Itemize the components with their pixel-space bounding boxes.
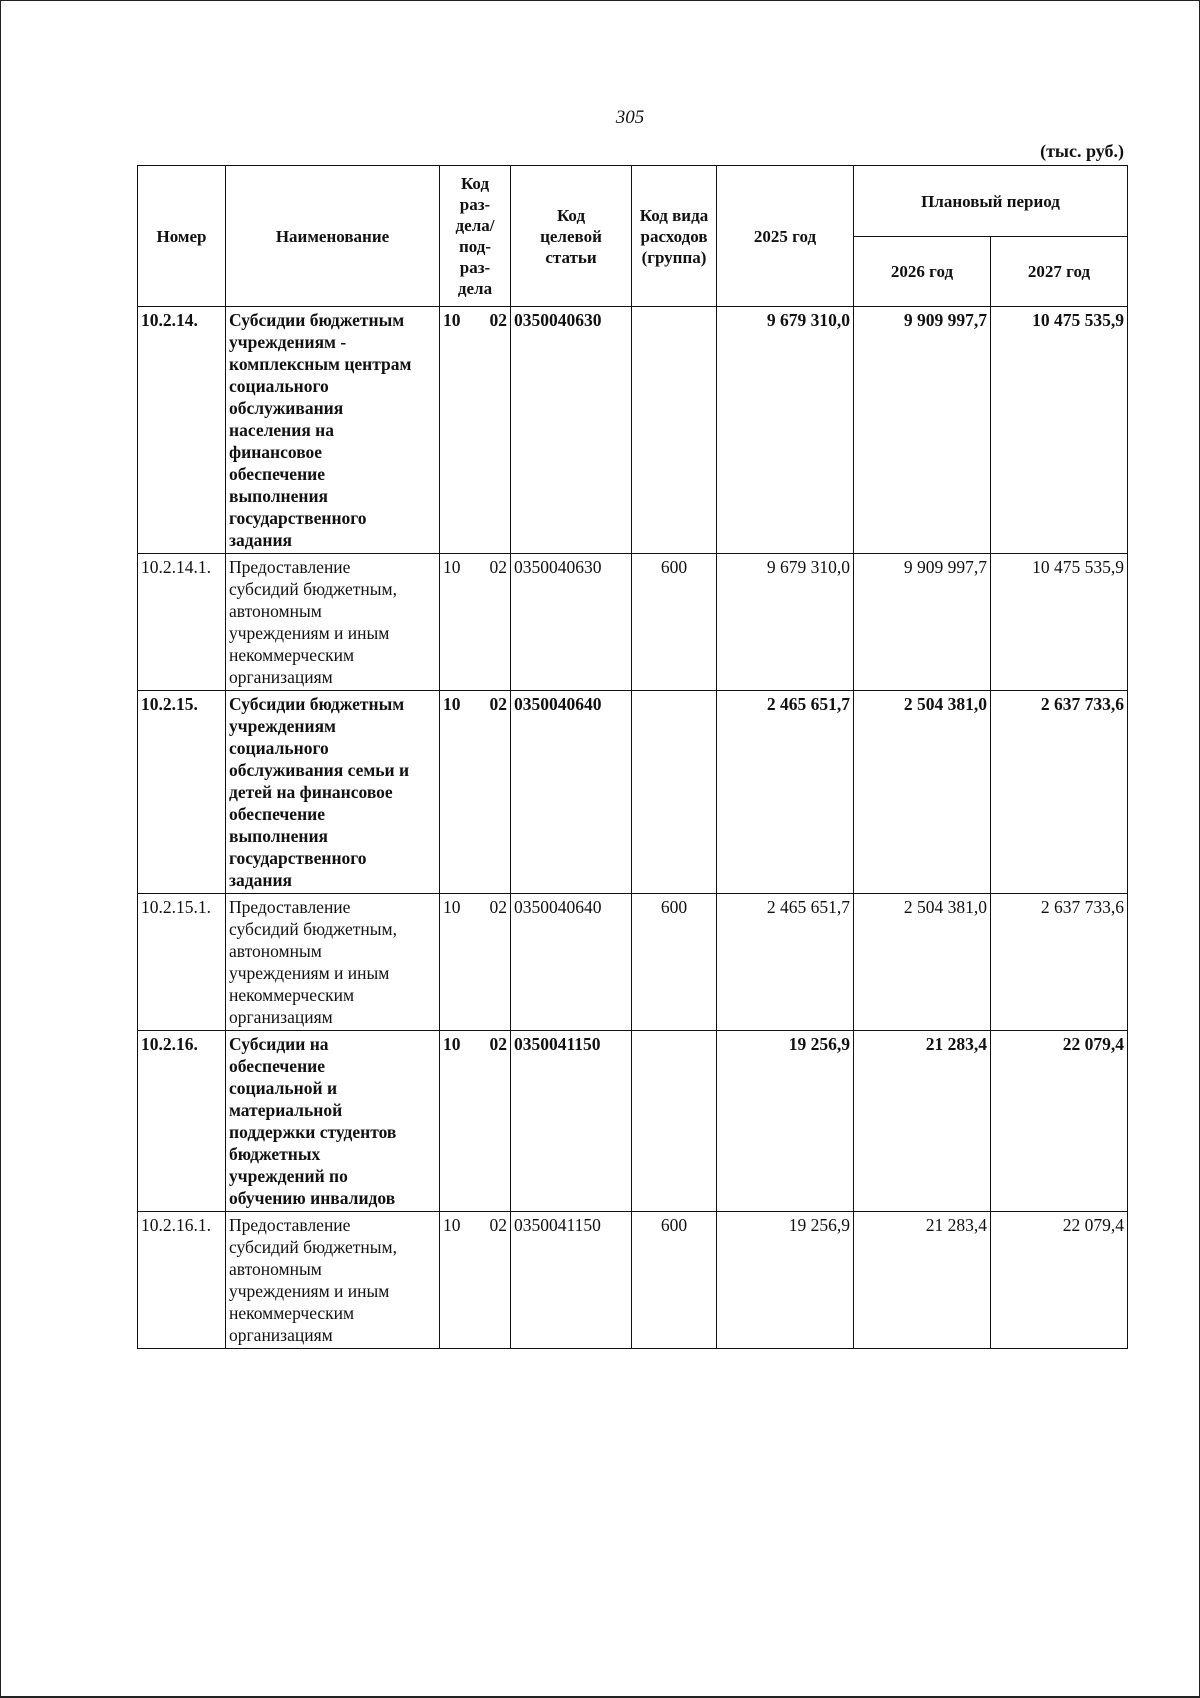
units-label: (тыс. руб.) <box>1040 141 1124 161</box>
row-podrazdel: 02 <box>489 310 507 330</box>
row-name-line: Предоставление <box>229 897 351 917</box>
row-amount-2025: 2 465 651,7 <box>717 691 854 894</box>
row-name <box>226 1212 440 1349</box>
page-number: 305 <box>615 107 645 128</box>
row-name-line: Предоставление <box>229 1215 351 1235</box>
row-expense-type <box>632 307 717 554</box>
row-name-line: задания <box>229 530 293 550</box>
row-name <box>226 894 440 1031</box>
row-name <box>226 307 440 554</box>
row-expense-type: 600 <box>632 1212 717 1349</box>
row-name-line: обслуживания семьи и <box>229 760 410 780</box>
table-row <box>138 894 1128 1031</box>
header-razdel-line: Код <box>460 174 490 193</box>
row-name-line: задания <box>229 870 293 890</box>
row-target-code: 0350040630 <box>511 307 632 554</box>
row-name-line: некоммерческим <box>229 985 355 1005</box>
row-target-code: 0350041150 <box>511 1212 632 1349</box>
row-name <box>226 1031 440 1212</box>
row-target-code: 0350040630 <box>511 554 632 691</box>
table-row <box>138 1212 1128 1349</box>
header-name: Наименование <box>226 166 440 307</box>
row-amount-2025: 9 679 310,0 <box>717 554 854 691</box>
row-razdel: 10 <box>443 310 461 330</box>
row-name-line: автономным <box>229 941 322 961</box>
row-razdel-cell <box>440 894 511 1031</box>
row-name-line: социального <box>229 376 329 396</box>
row-expense-type <box>632 691 717 894</box>
row-amount-2026: 2 504 381,0 <box>854 691 991 894</box>
budget-table <box>137 165 1128 1349</box>
row-amount-2025: 19 256,9 <box>717 1212 854 1349</box>
header-razdel-line: дела <box>457 279 493 298</box>
row-name-line: Субсидии бюджетным <box>229 694 405 714</box>
row-name <box>226 691 440 894</box>
row-amount-2025: 19 256,9 <box>717 1031 854 1212</box>
row-name-line: финансовое <box>229 442 323 462</box>
row-amount-2026: 2 504 381,0 <box>854 894 991 1031</box>
row-expense-type: 600 <box>632 554 717 691</box>
row-podrazdel: 02 <box>489 1034 507 1054</box>
table-body <box>138 307 1128 1349</box>
row-expense-type <box>632 1031 717 1212</box>
row-target-code: 0350041150 <box>511 1031 632 1212</box>
row-razdel-cell <box>440 691 511 894</box>
row-target-code: 0350040640 <box>511 691 632 894</box>
header-planned-period: Плановый период <box>854 166 1128 237</box>
row-name <box>226 554 440 691</box>
row-target-code: 0350040640 <box>511 894 632 1031</box>
row-razdel-cell <box>440 307 511 554</box>
row-name-line: учреждениям и иным <box>229 1281 390 1301</box>
header-razdel-line: раз- <box>459 258 491 277</box>
row-name-line: автономным <box>229 601 322 621</box>
header-target-line: статьи <box>545 247 597 267</box>
row-razdel: 10 <box>443 897 461 917</box>
row-amount-2027: 10 475 535,9 <box>991 307 1128 554</box>
row-name-line: населения на <box>229 420 335 440</box>
row-amount-2027: 2 637 733,6 <box>991 691 1128 894</box>
row-name-line: организациям <box>229 1007 333 1027</box>
header-razdel-line: дела/ <box>455 216 495 235</box>
row-amount-2026: 21 283,4 <box>854 1212 991 1349</box>
header-expense-line: (группа) <box>641 247 707 267</box>
row-podrazdel: 02 <box>489 897 507 917</box>
row-amount-2027: 22 079,4 <box>991 1212 1128 1349</box>
header-expense-line: Код вида <box>639 205 709 225</box>
row-name-line: учреждениям <box>229 716 336 736</box>
row-razdel: 10 <box>443 1215 461 1235</box>
row-number: 10.2.15. <box>138 691 226 894</box>
row-name-line: организациям <box>229 1325 333 1345</box>
row-name-line: некоммерческим <box>229 645 355 665</box>
row-name-line: выполнения <box>229 486 329 506</box>
row-razdel: 10 <box>443 694 461 714</box>
row-name-line: выполнения <box>229 826 329 846</box>
header-razdel <box>440 166 511 307</box>
row-amount-2025: 9 679 310,0 <box>717 307 854 554</box>
row-name-line: обеспечение <box>229 464 326 484</box>
row-name-line: субсидий бюджетным, <box>229 579 397 599</box>
row-number: 10.2.16.1. <box>138 1212 226 1349</box>
row-name-line: обучению инвалидов <box>229 1188 396 1208</box>
row-name-line: обслуживания <box>229 398 344 418</box>
row-amount-2027: 2 637 733,6 <box>991 894 1128 1031</box>
row-name-line: социального <box>229 738 329 758</box>
row-number: 10.2.14.1. <box>138 554 226 691</box>
row-name-line: учреждений по <box>229 1166 348 1186</box>
header-expense-type <box>632 166 717 307</box>
row-podrazdel: 02 <box>489 557 507 577</box>
table-row <box>138 307 1128 554</box>
row-amount-2026: 9 909 997,7 <box>854 554 991 691</box>
row-name-line: Субсидии на <box>229 1034 329 1054</box>
header-target-code <box>511 166 632 307</box>
row-name-line: учреждениям и иным <box>229 623 390 643</box>
row-podrazdel: 02 <box>489 694 507 714</box>
row-name-line: организациям <box>229 667 333 687</box>
table-row <box>138 554 1128 691</box>
row-name-line: обеспечение <box>229 804 326 824</box>
row-name-line: некоммерческим <box>229 1303 355 1323</box>
row-amount-2027: 10 475 535,9 <box>991 554 1128 691</box>
header-expense-line: расходов <box>640 226 708 246</box>
row-name-line: детей на финансовое <box>229 782 393 802</box>
row-razdel-cell <box>440 1031 511 1212</box>
row-razdel: 10 <box>443 1034 461 1054</box>
row-name-line: субсидий бюджетным, <box>229 919 397 939</box>
row-number: 10.2.16. <box>138 1031 226 1212</box>
header-razdel-line: под- <box>458 237 492 256</box>
row-name-line: учреждениям и иным <box>229 963 390 983</box>
table-row <box>138 1031 1128 1212</box>
header-razdel-line: раз- <box>459 195 491 214</box>
row-razdel-cell <box>440 1212 511 1349</box>
row-name-line: государственного <box>229 508 367 528</box>
row-amount-2025: 2 465 651,7 <box>717 894 854 1031</box>
row-razdel-cell <box>440 554 511 691</box>
row-name-line: субсидий бюджетным, <box>229 1237 397 1257</box>
header-target-line: целевой <box>540 226 602 246</box>
row-name-line: обеспечение <box>229 1056 326 1076</box>
row-expense-type: 600 <box>632 894 717 1031</box>
row-name-line: поддержки студентов <box>229 1122 397 1142</box>
row-number: 10.2.14. <box>138 307 226 554</box>
row-razdel: 10 <box>443 557 461 577</box>
header-year-2027: 2027 год <box>991 237 1128 307</box>
row-amount-2026: 21 283,4 <box>854 1031 991 1212</box>
table-row <box>138 691 1128 894</box>
row-amount-2026: 9 909 997,7 <box>854 307 991 554</box>
row-name-line: автономным <box>229 1259 322 1279</box>
header-year-2025: 2025 год <box>717 166 854 307</box>
row-name-line: социальной и <box>229 1078 338 1098</box>
row-podrazdel: 02 <box>489 1215 507 1235</box>
row-amount-2027: 22 079,4 <box>991 1031 1128 1212</box>
row-name-line: материальной <box>229 1100 343 1120</box>
row-name-line: учреждениям - <box>229 332 347 352</box>
row-number: 10.2.15.1. <box>138 894 226 1031</box>
row-name-line: бюджетных <box>229 1144 321 1164</box>
header-target-line: Код <box>556 205 586 225</box>
header-number: Номер <box>138 166 226 307</box>
row-name-line: государственного <box>229 848 367 868</box>
row-name-line: Субсидии бюджетным <box>229 310 405 330</box>
header-year-2026: 2026 год <box>854 237 991 307</box>
row-name-line: Предоставление <box>229 557 351 577</box>
row-name-line: комплексным центрам <box>229 354 412 374</box>
